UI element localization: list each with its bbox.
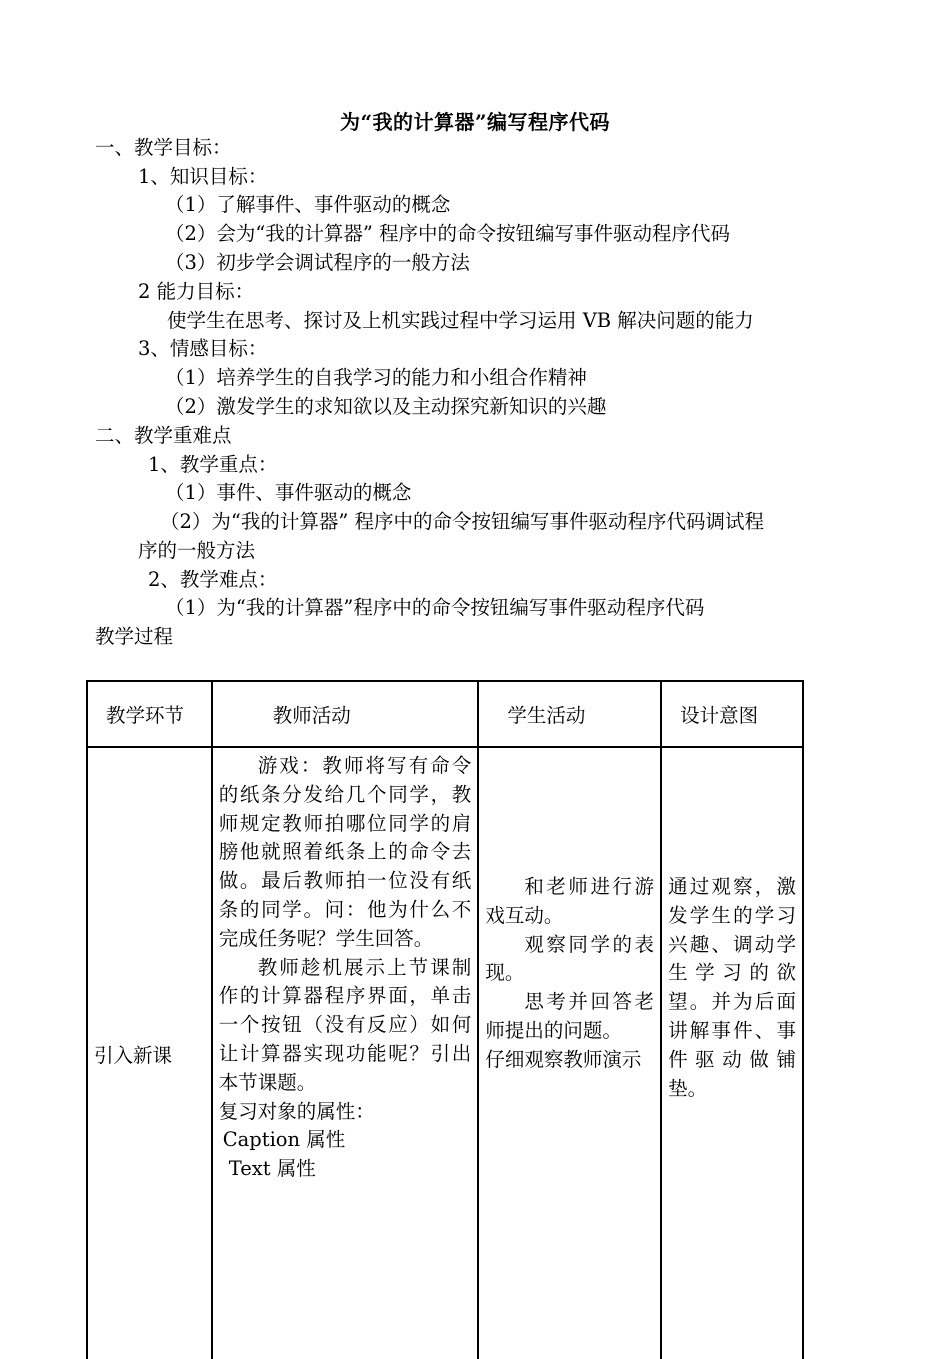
- design-intent-text: 通过观察，激发学生的学习兴趣、调动学生学习的欲望。并为后面讲解事件、事件驱动做铺垫。: [668, 875, 796, 1100]
- table-header-row: [87, 681, 803, 747]
- section-heading-key-points: 二、教学重难点: [95, 424, 232, 447]
- emotion-goal-2: （2）激发学生的求知欲以及主动探究新知识的兴趣: [165, 395, 607, 418]
- teacher-paragraph-game: 游戏：教师将写有命令的纸条分发给几个同学，教师规定教师拍哪位同学的肩膀他就照着纸条上的命令去做。最后教师拍一位没有纸条的同学。问：他为什么不完成任务呢？学生回答。: [218, 754, 472, 950]
- focus-point-1: （1）事件、事件驱动的概念: [165, 481, 412, 504]
- student-paragraph-observe: 观察同学的表现。: [485, 932, 655, 985]
- teacher-paragraph-demo: 教师趁机展示上节课制作的计算器程序界面，单击一个按钮（没有反应）如何让计算器实现功能呢？引出本节课题。: [218, 955, 472, 1094]
- knowledge-goal-1: （1）了解事件、事件驱动的概念: [165, 193, 451, 216]
- cell-design-intent: [661, 747, 803, 1359]
- student-paragraph-watch: 仔细观察教师演示: [485, 1047, 642, 1071]
- teacher-property-text: Text 属性: [228, 1157, 316, 1181]
- knowledge-goal-2: （2）会为“我的计算器” 程序中的命令按钮编写事件驱动程序代码: [165, 222, 731, 245]
- knowledge-goal-heading: 1、知识目标：: [138, 165, 268, 188]
- header-student-activity: 学生活动: [478, 681, 661, 747]
- lesson-plan-table: [86, 680, 804, 1359]
- cell-student-activity: [478, 747, 661, 1359]
- table-row: [87, 747, 803, 1359]
- knowledge-goal-3: （3）初步学会调试程序的一般方法: [165, 251, 470, 274]
- focus-heading: 1、教学重点：: [148, 453, 278, 476]
- section-heading-objectives: 一、教学目标：: [95, 136, 232, 159]
- teacher-property-caption: Caption 属性: [222, 1128, 346, 1152]
- header-stage: 教学环节: [87, 681, 212, 747]
- emotion-goal-1: （1）培养学生的自我学习的能力和小组合作精神: [165, 366, 587, 389]
- focus-point-2-cont: 序的一般方法: [138, 539, 256, 562]
- focus-point-2: （2）为“我的计算器” 程序中的命令按钮编写事件驱动程序代码调试程: [160, 510, 765, 533]
- teacher-paragraph-review: 复习对象的属性：: [218, 1099, 375, 1123]
- difficulty-point-1: （1）为“我的计算器”程序中的命令按钮编写事件驱动程序代码: [165, 596, 705, 619]
- emotion-goal-heading: 3、情感目标：: [138, 337, 268, 360]
- cell-teacher-activity: [212, 747, 479, 1359]
- student-paragraph-game: 和老师进行游戏互动。: [485, 875, 655, 927]
- student-paragraph-answer: 思考并回答老师提出的问题。: [485, 990, 655, 1042]
- header-teacher-activity: 教师活动: [212, 681, 479, 747]
- header-design-intent: 设计意图: [661, 681, 803, 747]
- ability-goal-heading: 2 能力目标：: [138, 280, 255, 303]
- document-title: 为“我的计算器”编写程序代码: [339, 110, 610, 134]
- teaching-process-heading: 教学过程: [95, 625, 174, 648]
- ability-goal-1: 使学生在思考、探讨及上机实践过程中学习运用 VB 解决问题的能力: [167, 309, 754, 332]
- difficulty-heading: 2、教学难点：: [148, 568, 278, 591]
- cell-stage: 引入新课: [87, 747, 212, 1359]
